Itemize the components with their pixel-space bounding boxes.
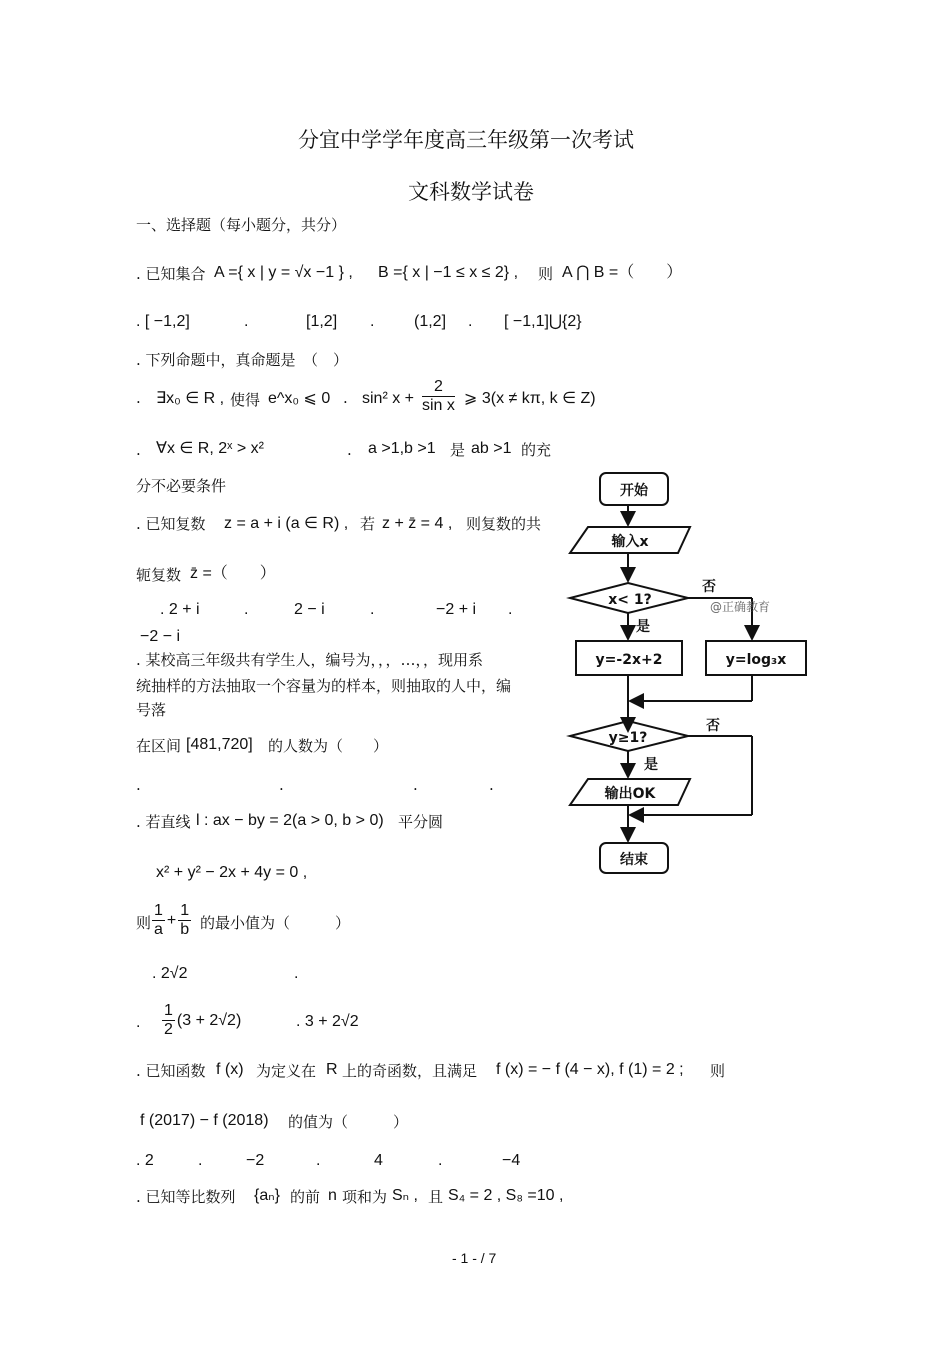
- q5-option-c-dot: .: [136, 1014, 141, 1031]
- q6-stem: . 已知函数: [136, 1062, 206, 1080]
- q2-option-c: ∀x ∈ R, 2ˣ > x²: [156, 440, 264, 457]
- q6-option-b: −2: [246, 1152, 265, 1169]
- q3-option-b-dot: .: [244, 601, 249, 618]
- q5-stem: . 若直线: [136, 813, 191, 831]
- q3-expr3: z̄ =（ ）: [190, 565, 276, 582]
- section-heading: 一、选择题（每小题分，共分）: [136, 216, 347, 234]
- q3-expr2: z + z̄ = 4 ,: [382, 515, 453, 532]
- q3-option-d: −2 − i: [140, 628, 181, 645]
- flow-start-label: 开始: [620, 483, 648, 499]
- q7-text2: 的前: [290, 1188, 321, 1206]
- q2-option-a-expr: ∃x₀ ∈ R ,: [156, 390, 225, 407]
- q5-option-d: . 3 + 2√2: [296, 1013, 359, 1030]
- q5-text2: 平分圆: [398, 813, 444, 831]
- q6-text2: 为定义在: [256, 1062, 317, 1080]
- q6-option-d: −4: [502, 1152, 521, 1169]
- q1-option-c: (1,2]: [414, 313, 447, 330]
- q5-optc-rest: (3 + 2√2): [176, 1012, 242, 1030]
- q6-R: R: [326, 1061, 338, 1078]
- q4-line2: 统抽样的方法抽取一个容量为的样本，则抽取的人中，编: [136, 677, 512, 695]
- q2-c-dot: .: [136, 441, 141, 459]
- q5-option-c: [160, 1002, 241, 1040]
- q2-stem: . 下列命题中，真命题是 （ ）: [136, 351, 349, 369]
- q1-option-d-dot: .: [468, 313, 473, 330]
- q6-fx: f (x): [216, 1061, 244, 1078]
- flow-end-label: 结束: [620, 852, 648, 868]
- q2-option-d-expr: a >1,b >1: [368, 440, 436, 457]
- flow-right-label: y=log₃x: [725, 652, 787, 668]
- q1-option-b-dot: .: [244, 313, 249, 330]
- q3-option-c-dot: .: [370, 601, 375, 618]
- q2-option-d-expr2: ab >1: [471, 440, 512, 457]
- q4-line4-pre: 在区间: [136, 737, 182, 755]
- q5-post: 的最小值为（ ）: [200, 914, 351, 932]
- q5-frac1-den: a: [154, 921, 163, 939]
- q6-option-a: . 2: [136, 1152, 154, 1169]
- q4-option-c-dot: .: [413, 776, 418, 794]
- q1-option-c-dot: .: [370, 313, 375, 330]
- flow-output-label: 输出OK: [604, 786, 656, 802]
- q4-line3: 号落: [136, 701, 167, 719]
- q5-frac2-num: 1: [178, 902, 191, 921]
- q1-set-b: B ={ x | −1 ≤ x ≤ 2} ,: [378, 264, 519, 281]
- q6-option-b-dot: .: [198, 1152, 203, 1169]
- q4-option-d-dot: .: [489, 776, 494, 794]
- q7-text3: 项和为: [342, 1188, 388, 1206]
- q6-expr4: f (2017) − f (2018): [140, 1112, 269, 1129]
- q2-option-d-text2: 的充: [521, 441, 552, 459]
- q4-line4-post: 的人数为（ ）: [268, 737, 389, 755]
- q2-option-a-text: 使得: [230, 391, 261, 409]
- q7-seq: {aₙ}: [254, 1187, 280, 1204]
- q2-frac-num: 2: [422, 378, 455, 397]
- q2-option-b-pre: sin² x +: [362, 390, 415, 407]
- q3-text4: 轭复数: [136, 566, 182, 584]
- flow-cond1-label: x< 1?: [608, 592, 652, 608]
- flow-yes1-label: 是: [636, 619, 650, 635]
- q4-interval: [481,720]: [186, 736, 253, 753]
- q2-a-dot: .: [136, 389, 141, 407]
- q4-option-b-dot: .: [279, 776, 284, 794]
- q2-b-dot: .: [343, 389, 348, 407]
- q2-option-d-text3: 分不必要条件: [136, 477, 227, 495]
- q5-frac2-den: b: [180, 921, 190, 939]
- q6-condition: f (x) = − f (4 − x), f (1) = 2 ;: [496, 1061, 684, 1078]
- q5-option-a: . 2√2: [152, 965, 188, 982]
- exam-subtitle: 文科数学试卷: [408, 180, 534, 204]
- q5-optc-den: 2: [164, 1021, 173, 1039]
- q3-option-b: 2 − i: [294, 601, 325, 618]
- q1-stem: . 已知集合: [136, 265, 206, 283]
- q1-option-b: [1,2]: [306, 313, 338, 330]
- q5-line-expr: l : ax − by = 2(a > 0, b > 0): [196, 812, 384, 829]
- q6-text4: 则: [710, 1062, 726, 1080]
- q1-option-a: . [ −1,2]: [136, 313, 190, 330]
- watermark-text: @正确教育: [710, 600, 771, 614]
- flowchart-diagram: [560, 465, 820, 885]
- q1-set-a: A ={ x | y = √x −1 } ,: [214, 264, 353, 281]
- q2-d-dot: .: [347, 441, 352, 459]
- q5-pre: 则: [136, 914, 152, 932]
- q1-option-d: [ −1,1]⋃{2}: [504, 313, 582, 330]
- q5-frac1-num: 1: [152, 902, 165, 921]
- q7-n: n: [328, 1187, 337, 1204]
- q2-frac-den: sin x: [422, 397, 455, 415]
- q3-text2: 若: [360, 515, 376, 533]
- q3-option-a: . 2 + i: [160, 601, 200, 618]
- q1-expr: A ⋂ B =（ ）: [562, 264, 683, 281]
- flow-no1-label: 否: [702, 579, 716, 595]
- exam-title: 分宜中学学年度高三年级第一次考试: [298, 128, 634, 152]
- q2-option-d-text1: 是: [450, 441, 466, 459]
- q3-option-d-dot: .: [508, 601, 513, 618]
- flow-no2-label: 否: [706, 718, 720, 734]
- q3-option-c: −2 + i: [436, 601, 477, 618]
- q6-option-c: 4: [374, 1152, 383, 1169]
- q5-expression: [150, 902, 193, 940]
- q7-text4: 且: [428, 1188, 444, 1206]
- q7-Sn: Sₙ ,: [392, 1187, 418, 1204]
- q1-ask: 则: [538, 265, 554, 283]
- q6-option-c-dot: .: [316, 1152, 321, 1169]
- flow-left-label: y=-2x+2: [595, 652, 663, 668]
- q3-expr1: z = a + i (a ∈ R) ,: [224, 515, 349, 532]
- q5-optc-num: 1: [162, 1002, 175, 1021]
- flow-input-label: 输入x: [611, 534, 649, 550]
- q5-plus: +: [166, 912, 177, 930]
- q3-stem: . 已知复数: [136, 515, 206, 533]
- q4-line1: . 某校高三年级共有学生人，编号为，，，…，，现用系: [136, 651, 484, 669]
- q2-option-b-frac: [420, 378, 457, 416]
- page-number: - 1 - / 7: [452, 1250, 497, 1266]
- q2-option-b-post: ⩾ 3(x ≠ kπ, k ∈ Z): [464, 390, 596, 407]
- q7-stem: . 已知等比数列: [136, 1188, 236, 1206]
- q3-text3: 则复数的共: [466, 515, 542, 533]
- q5-option-b-dot: .: [294, 965, 299, 982]
- q6-text5: 的值为（ ）: [288, 1113, 409, 1131]
- q7-values: S₄ = 2 , S₈ =10 ,: [448, 1187, 564, 1204]
- q5-circle-expr: x² + y² − 2x + 4y = 0 ,: [156, 864, 308, 881]
- q6-option-d-dot: .: [438, 1152, 443, 1169]
- q4-option-a-dot: .: [136, 776, 141, 794]
- q6-text3: 上的奇函数，且满足: [342, 1062, 478, 1080]
- flow-yes2-label: 是: [644, 757, 658, 773]
- q2-option-a-expr2: e^x₀ ⩽ 0: [268, 390, 331, 407]
- flow-cond2-label: y≥1?: [608, 730, 648, 746]
